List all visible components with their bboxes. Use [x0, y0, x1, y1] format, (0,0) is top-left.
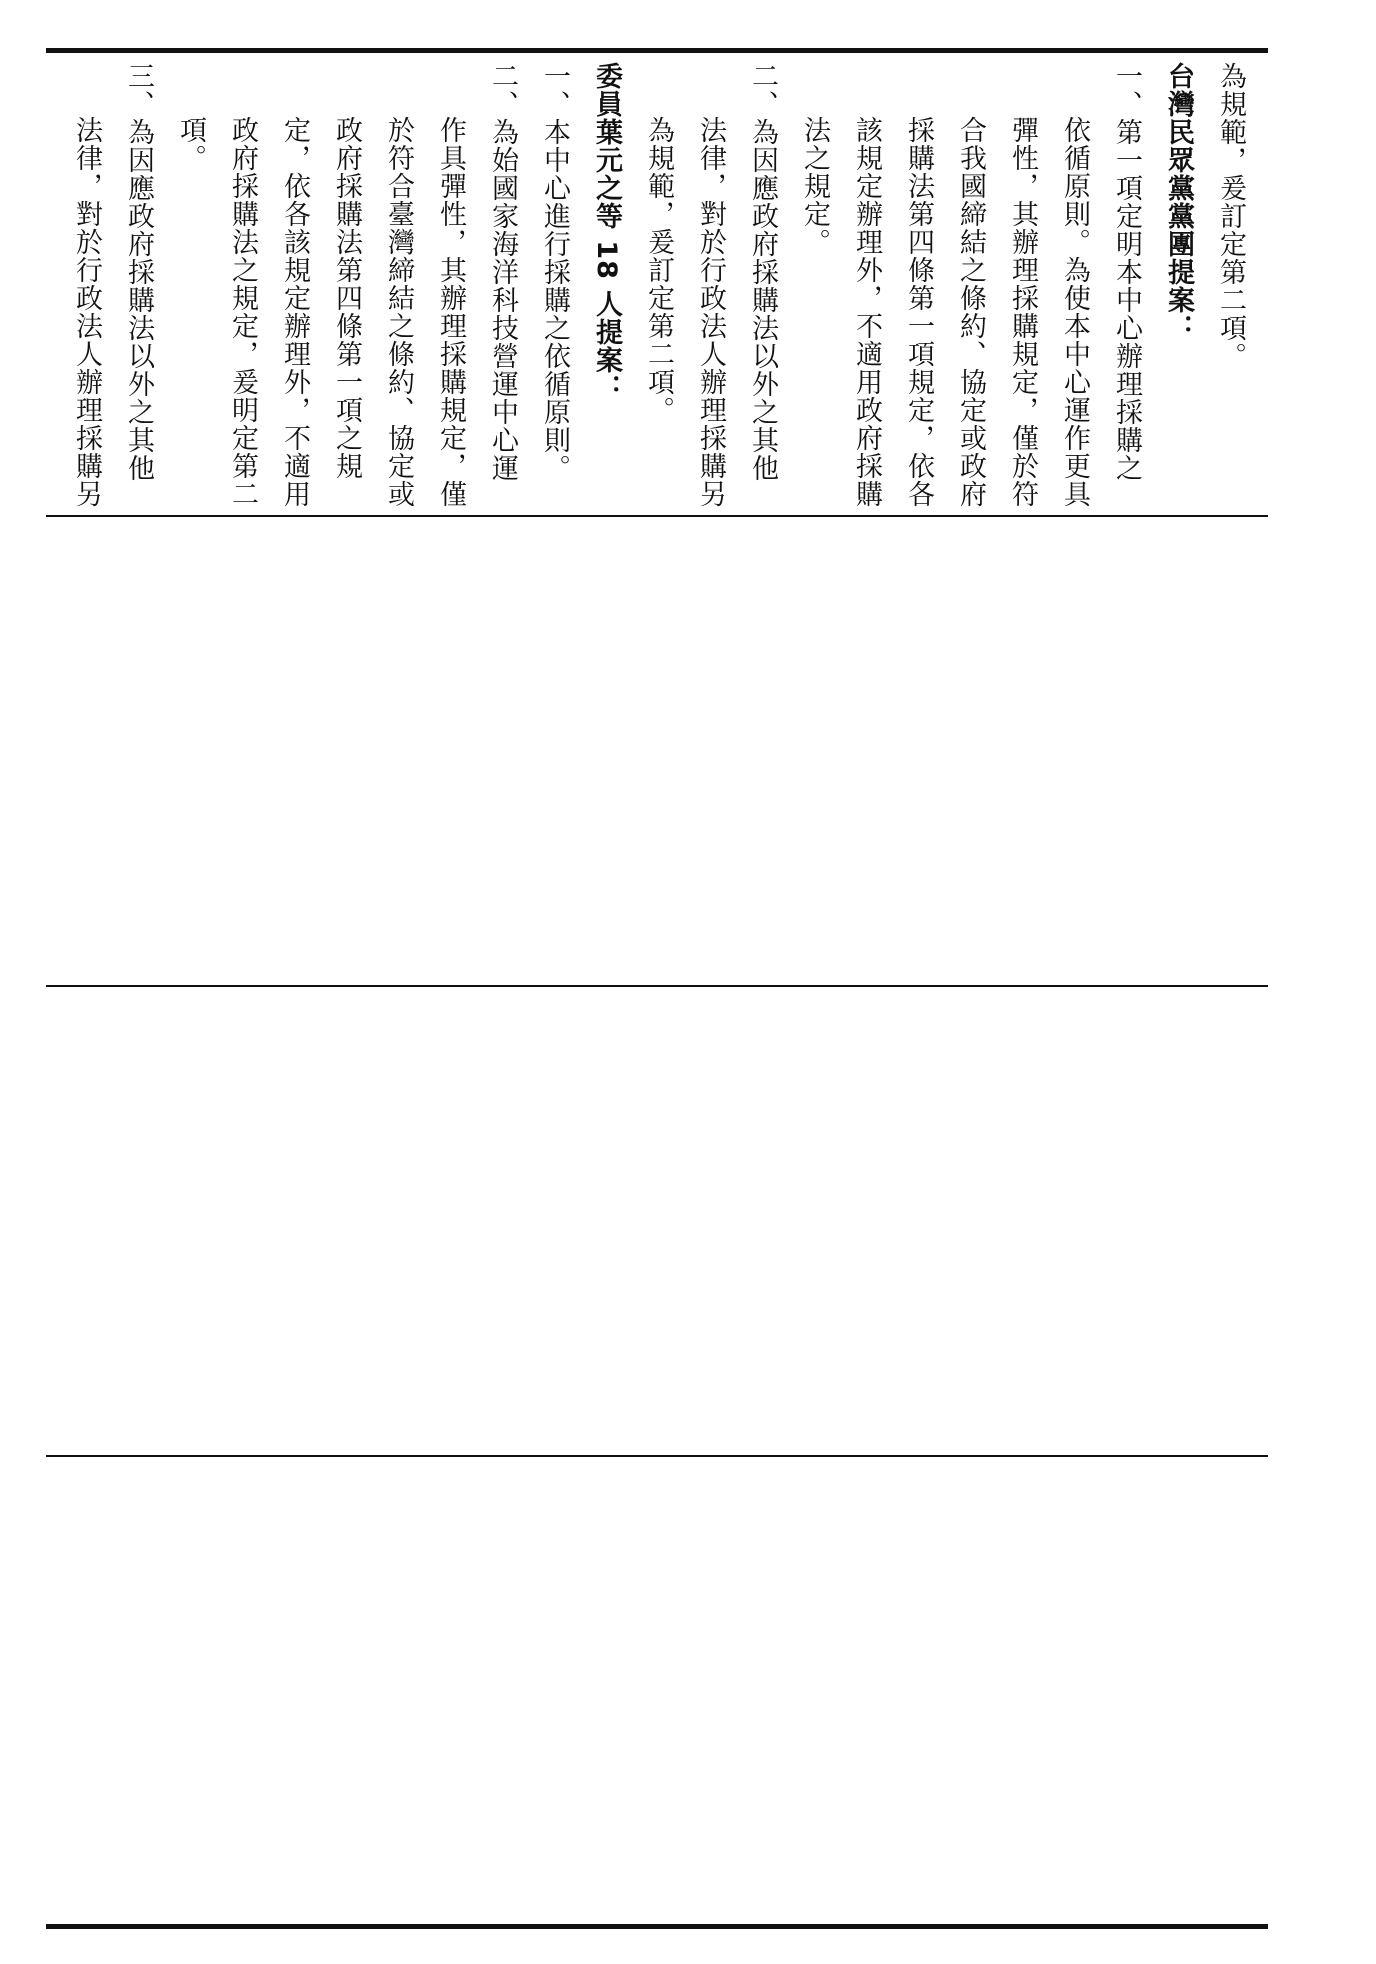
- text-line: 政府採購法之規定，爰明定第二: [227, 116, 258, 508]
- vertical-text-column: [60, 62, 1256, 507]
- text-line: 定，依各該規定辦理外，不適用: [279, 116, 310, 508]
- text-line: 二、為因應政府採購法以外之其他: [747, 62, 778, 482]
- text-line: 三、為因應政府採購法以外之其他: [123, 62, 154, 482]
- text-line: 合我國締結之條約、協定或政府: [955, 116, 986, 508]
- bottom-rule: [46, 1924, 1268, 1929]
- text-line: 依循原則。為使本中心運作更具: [1059, 116, 1090, 508]
- row-divider: [46, 1455, 1268, 1457]
- text-line: 政府採購法第四條第一項之規: [331, 116, 362, 480]
- text-line: 於符合臺灣締結之條約、協定或: [383, 116, 414, 508]
- text-line: 該規定辦理外，不適用政府採購: [851, 116, 882, 508]
- text-line: 為規範，爰訂定第二項。: [643, 116, 674, 424]
- text-line: 法之規定。: [799, 116, 830, 256]
- text-line: 採購法第四條第一項規定，依各: [903, 116, 934, 508]
- text-line: 項。: [175, 116, 206, 172]
- row-divider: [46, 515, 1268, 517]
- text-line: 作具彈性，其辦理採購規定，僅: [435, 116, 466, 508]
- text-line: 法律，對於行政法人辦理採購另: [695, 116, 726, 508]
- section-heading: 委員葉元之等 18 人提案：: [591, 62, 622, 403]
- row-divider: [46, 985, 1268, 987]
- text-line: 為規範，爰訂定第二項。: [1215, 62, 1246, 370]
- text-line: 彈性，其辦理採購規定，僅於符: [1007, 116, 1038, 508]
- text-line: 一、第一項定明本中心辦理採購之: [1111, 62, 1142, 482]
- top-rule: [46, 48, 1268, 53]
- text-line: 一、本中心進行採購之依循原則。: [539, 62, 570, 482]
- text-line: 二、為始國家海洋科技營運中心運: [487, 62, 518, 482]
- text-line: 法律，對於行政法人辦理採購另: [71, 116, 102, 508]
- section-heading: 台灣民眾黨黨團提案：: [1163, 62, 1194, 342]
